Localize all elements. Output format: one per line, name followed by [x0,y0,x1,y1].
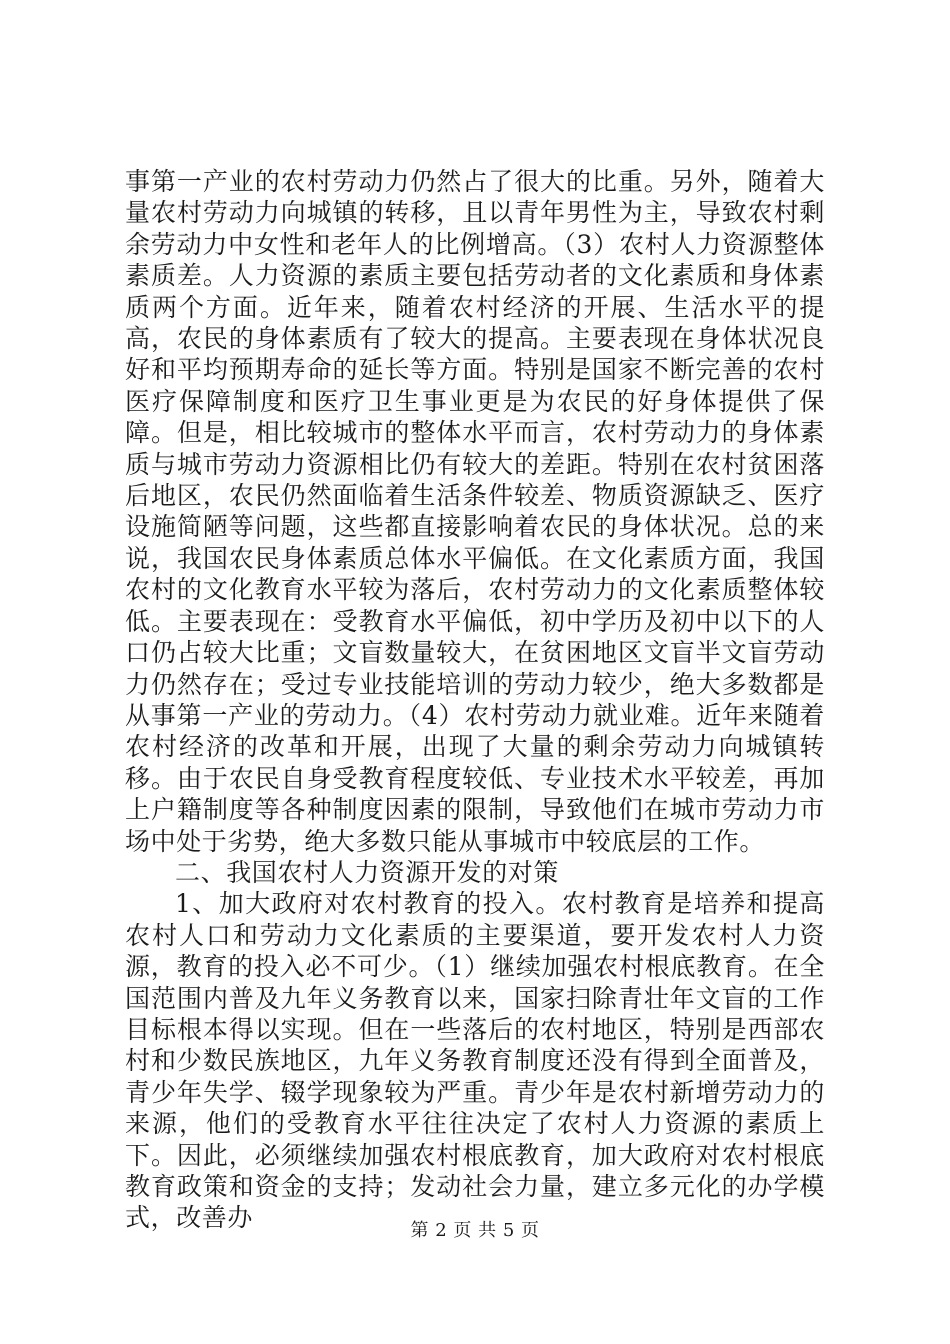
section-heading: 二、我国农村人力资源开发的对策 [175,857,560,887]
body-paragraph-continued: 事第一产业的农村劳动力仍然占了很大的比重。另外，随着大量农村劳动力向城镇的转移，且以青年男性为主，导致农村剩余劳动力中女性和老年人的比例增高。（3）农村人力资源整体素质差。人力资源的素质主要包括劳动者的文化素质和身体素质两个方面。近年来，随着农村经济的开展、生活水平的提高，农民的身体素质有了较大的提高。主要表现在身体状况良好和平均预期寿命的延长等方面。特别是国家不断完善的农村医疗保障制度和医疗卫生事业更是为农民的好身体提供了保障。但是，相比较城市的整体水平而言，农村劳动力的身体素质与城市劳动力资源相比仍有较大的差距。特别在农村贫困落后地区，农民仍然面临着生活条件较差、物质资源缺乏、医疗设施简陋等问题，这些都直接影响着农民的身体状况。总的来说，我国农民身体素质总体水平偏低。在文化素质方面，我国农村的文化教育水平较为落后，农村劳动力的文化素质整体较低。主要表现在：受教育水平偏低，初中学历及初中以下的人口仍占较大比重；文盲数量较大，在贫困地区文盲半文盲劳动力仍然存在；受过专业技能培训的劳动力较少，绝大多数都是从事第一产业的劳动力。（4）农村劳动力就业难。近年来随着农村经济的改革和开展，出现了大量的剩余劳动力向城镇转移。由于农民自身受教育程度较低、专业技术水平较差，再加上户籍制度等各种制度因素的限制，导致他们在城市劳动力市场中处于劣势，绝大多数只能从事城市中较底层的工作。 [125,167,825,856]
body-paragraph: 1、加大政府对农村教育的投入。农村教育是培养和提高农村人口和劳动力文化素质的主要渠道，要开发农村人力资源，教育的投入必不可少。（1）继续加强农村根底教育。在全国范围内普及九年义务教育以来，国家扫除青壮年文盲的工作目标根本得以实现。但在一些落后的农村地区，特别是西部农村和少数民族地区，九年义务教育制度还没有得到全面普及，青少年失学、辍学现象较为严重。青少年是农村新增劳动力的来源，他们的受教育水平往往决定了农村人力资源的素质上下。因此，必须继续加强农村根底教育，加大政府对农村根底教育政策和资金的支持；发动社会力量，建立多元化的办学模式，改善办 [125,889,825,1233]
page-footer: 第 2 页 共 5 页 [410,1220,540,1241]
document-body [125,166,825,1234]
